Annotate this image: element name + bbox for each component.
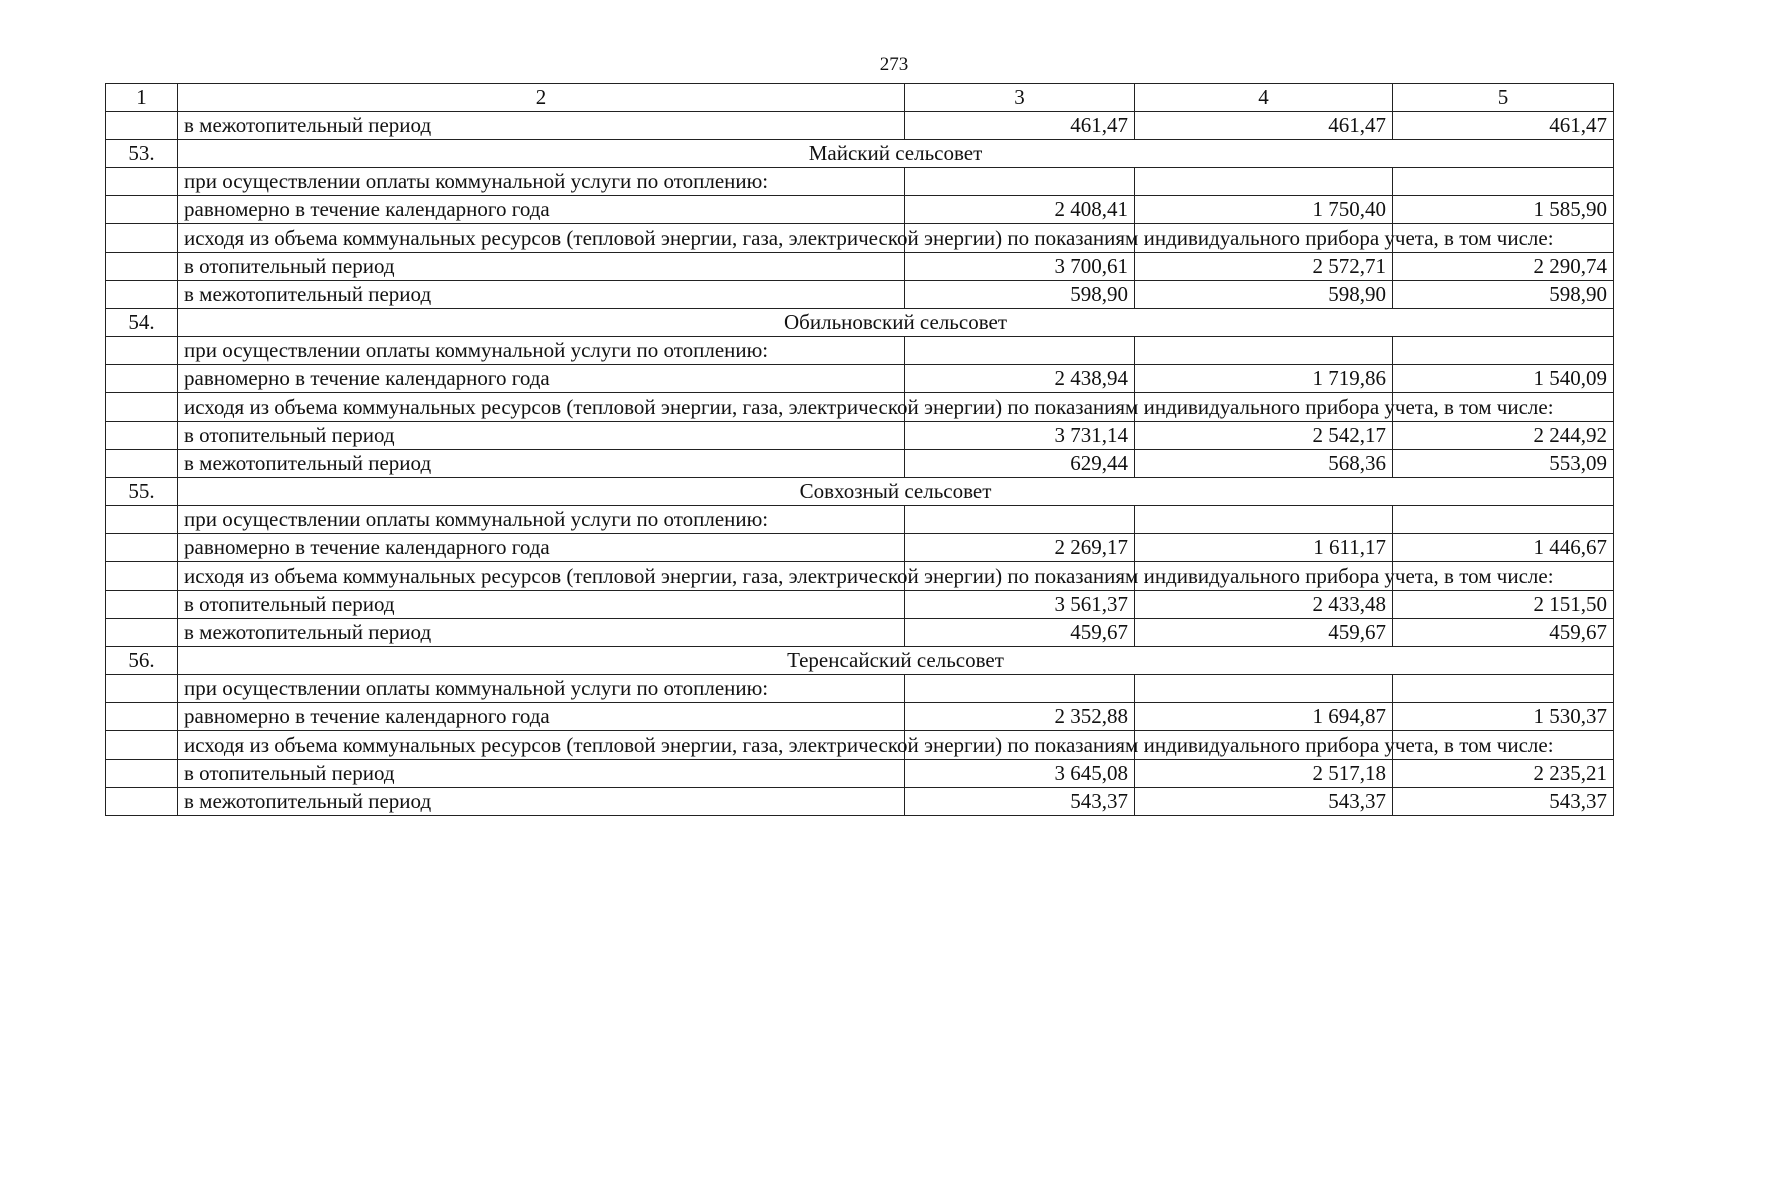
value-col-5: 553,09 bbox=[1393, 450, 1614, 478]
value-col-3: 543,37 bbox=[905, 788, 1135, 816]
row-label: равномерно в течение календарного года bbox=[178, 534, 905, 562]
row-index bbox=[106, 731, 178, 760]
table-row bbox=[106, 196, 1614, 224]
table-row bbox=[106, 675, 1614, 703]
row-index bbox=[106, 506, 178, 534]
value-col-5 bbox=[1393, 168, 1614, 196]
table-row bbox=[106, 788, 1614, 816]
value-col-3: 2 408,41 bbox=[905, 196, 1135, 224]
value-col-4: 598,90 bbox=[1135, 281, 1393, 309]
description-row bbox=[106, 562, 1614, 591]
description-row bbox=[106, 393, 1614, 422]
value-col-3 bbox=[905, 337, 1135, 365]
row-index bbox=[106, 112, 178, 140]
value-col-5: 598,90 bbox=[1393, 281, 1614, 309]
value-col-4: 1 694,87 bbox=[1135, 703, 1393, 731]
row-label: в отопительный период bbox=[178, 591, 905, 619]
column-number-5: 5 bbox=[1393, 84, 1614, 112]
section-row bbox=[106, 309, 1614, 337]
value-col-4: 543,37 bbox=[1135, 788, 1393, 816]
row-label: в межотопительный период bbox=[178, 112, 905, 140]
row-label: при осуществлении оплаты коммунальной услуги по отоплению: bbox=[178, 506, 905, 534]
value-col-4: 459,67 bbox=[1135, 619, 1393, 647]
table-row bbox=[106, 337, 1614, 365]
value-col-3: 3 561,37 bbox=[905, 591, 1135, 619]
description-row bbox=[106, 731, 1614, 760]
row-label: равномерно в течение календарного года bbox=[178, 703, 905, 731]
value-col-3: 2 352,88 bbox=[905, 703, 1135, 731]
value-col-3: 598,90 bbox=[905, 281, 1135, 309]
row-index bbox=[106, 337, 178, 365]
row-index bbox=[106, 703, 178, 731]
value-col-5: 1 530,37 bbox=[1393, 703, 1614, 731]
row-label: в межотопительный период bbox=[178, 788, 905, 816]
table-row bbox=[106, 450, 1614, 478]
column-number-3: 3 bbox=[905, 84, 1135, 112]
value-col-4: 2 542,17 bbox=[1135, 422, 1393, 450]
row-index bbox=[106, 619, 178, 647]
value-col-4: 568,36 bbox=[1135, 450, 1393, 478]
table-row bbox=[106, 422, 1614, 450]
value-col-5: 1 446,67 bbox=[1393, 534, 1614, 562]
row-label: при осуществлении оплаты коммунальной услуги по отоплению: bbox=[178, 168, 905, 196]
table-row bbox=[106, 760, 1614, 788]
row-index bbox=[106, 224, 178, 253]
row-index bbox=[106, 675, 178, 703]
table-row bbox=[106, 281, 1614, 309]
value-col-4: 2 572,71 bbox=[1135, 253, 1393, 281]
row-label: исходя из объема коммунальных ресурсов (тепловой энергии, газа, электрической энергии) по показаниям индивидуального прибора учета, в том числе: bbox=[178, 393, 905, 422]
value-col-5: 543,37 bbox=[1393, 788, 1614, 816]
table-row bbox=[106, 506, 1614, 534]
value-col-3 bbox=[905, 506, 1135, 534]
value-col-3: 3 645,08 bbox=[905, 760, 1135, 788]
row-index bbox=[106, 788, 178, 816]
row-index bbox=[106, 562, 178, 591]
table-row bbox=[106, 365, 1614, 393]
value-col-5: 1 585,90 bbox=[1393, 196, 1614, 224]
value-col-3: 3 731,14 bbox=[905, 422, 1135, 450]
row-index bbox=[106, 196, 178, 224]
value-col-4: 2 517,18 bbox=[1135, 760, 1393, 788]
value-col-4: 461,47 bbox=[1135, 112, 1393, 140]
value-col-3: 2 269,17 bbox=[905, 534, 1135, 562]
row-label: равномерно в течение календарного года bbox=[178, 196, 905, 224]
column-number-2: 2 bbox=[178, 84, 905, 112]
row-index bbox=[106, 281, 178, 309]
value-col-3 bbox=[905, 675, 1135, 703]
value-col-4: 2 433,48 bbox=[1135, 591, 1393, 619]
page-number: 273 bbox=[879, 54, 909, 75]
tariff-table-container bbox=[105, 83, 1613, 816]
row-index bbox=[106, 365, 178, 393]
section-row bbox=[106, 647, 1614, 675]
row-index bbox=[106, 534, 178, 562]
value-col-5 bbox=[1393, 675, 1614, 703]
row-label: при осуществлении оплаты коммунальной услуги по отоплению: bbox=[178, 675, 905, 703]
value-col-5 bbox=[1393, 506, 1614, 534]
value-col-3: 2 438,94 bbox=[905, 365, 1135, 393]
row-index bbox=[106, 393, 178, 422]
value-col-4: 1 719,86 bbox=[1135, 365, 1393, 393]
section-row bbox=[106, 478, 1614, 506]
row-label: в межотопительный период bbox=[178, 281, 905, 309]
table-row bbox=[106, 619, 1614, 647]
section-index: 54. bbox=[106, 309, 178, 337]
value-col-5: 459,67 bbox=[1393, 619, 1614, 647]
row-label: в межотопительный период bbox=[178, 450, 905, 478]
table-row bbox=[106, 253, 1614, 281]
row-index bbox=[106, 760, 178, 788]
row-label: в отопительный период bbox=[178, 760, 905, 788]
section-index: 56. bbox=[106, 647, 178, 675]
row-index bbox=[106, 168, 178, 196]
description-row bbox=[106, 224, 1614, 253]
section-index: 55. bbox=[106, 478, 178, 506]
value-col-5: 2 235,21 bbox=[1393, 760, 1614, 788]
row-index bbox=[106, 253, 178, 281]
value-col-4 bbox=[1135, 168, 1393, 196]
value-col-5: 2 244,92 bbox=[1393, 422, 1614, 450]
table-row bbox=[106, 703, 1614, 731]
section-title: Теренсайский сельсовет bbox=[178, 647, 1614, 675]
row-label: равномерно в течение календарного года bbox=[178, 365, 905, 393]
table-row bbox=[106, 591, 1614, 619]
value-col-3: 629,44 bbox=[905, 450, 1135, 478]
value-col-4 bbox=[1135, 675, 1393, 703]
section-index: 53. bbox=[106, 140, 178, 168]
value-col-5: 461,47 bbox=[1393, 112, 1614, 140]
section-row bbox=[106, 140, 1614, 168]
row-index bbox=[106, 450, 178, 478]
section-title: Обильновский сельсовет bbox=[178, 309, 1614, 337]
value-col-4: 1 750,40 bbox=[1135, 196, 1393, 224]
value-col-3: 459,67 bbox=[905, 619, 1135, 647]
column-number-1: 1 bbox=[106, 84, 178, 112]
value-col-5 bbox=[1393, 337, 1614, 365]
value-col-5: 1 540,09 bbox=[1393, 365, 1614, 393]
section-title: Майский сельсовет bbox=[178, 140, 1614, 168]
value-col-3 bbox=[905, 168, 1135, 196]
row-label: в отопительный период bbox=[178, 422, 905, 450]
value-col-3: 3 700,61 bbox=[905, 253, 1135, 281]
table-row bbox=[106, 168, 1614, 196]
column-number-4: 4 bbox=[1135, 84, 1393, 112]
row-label: при осуществлении оплаты коммунальной услуги по отоплению: bbox=[178, 337, 905, 365]
row-index bbox=[106, 591, 178, 619]
value-col-4 bbox=[1135, 506, 1393, 534]
tariff-table bbox=[105, 83, 1614, 816]
value-col-3: 461,47 bbox=[905, 112, 1135, 140]
tariff-table-body bbox=[106, 84, 1614, 816]
row-label: исходя из объема коммунальных ресурсов (тепловой энергии, газа, электрической энергии) по показаниям индивидуального прибора учета, в том числе: bbox=[178, 224, 905, 253]
section-title: Совхозный сельсовет bbox=[178, 478, 1614, 506]
row-label: исходя из объема коммунальных ресурсов (тепловой энергии, газа, электрической энергии) по показаниям индивидуального прибора учета, в том числе: bbox=[178, 731, 905, 760]
column-number-row bbox=[106, 84, 1614, 112]
row-label: исходя из объема коммунальных ресурсов (тепловой энергии, газа, электрической энергии) по показаниям индивидуального прибора учета, в том числе: bbox=[178, 562, 905, 591]
value-col-5: 2 151,50 bbox=[1393, 591, 1614, 619]
value-col-5: 2 290,74 bbox=[1393, 253, 1614, 281]
row-index bbox=[106, 422, 178, 450]
table-row bbox=[106, 112, 1614, 140]
table-row bbox=[106, 534, 1614, 562]
value-col-4 bbox=[1135, 337, 1393, 365]
row-label: в межотопительный период bbox=[178, 619, 905, 647]
row-label: в отопительный период bbox=[178, 253, 905, 281]
value-col-4: 1 611,17 bbox=[1135, 534, 1393, 562]
